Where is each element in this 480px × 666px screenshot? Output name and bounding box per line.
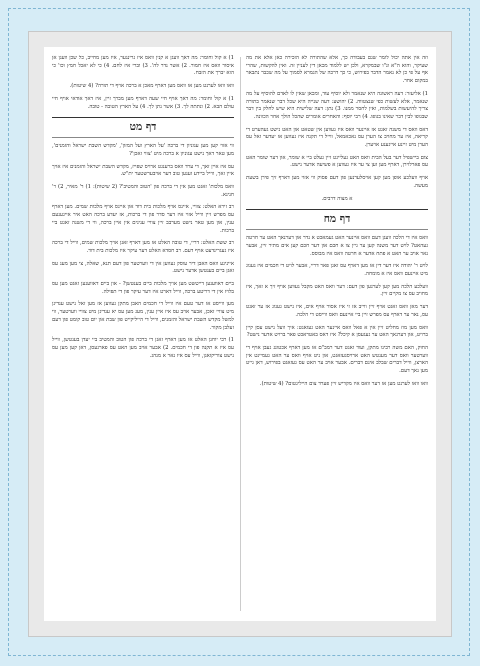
paragraph: דאס וואס די משנה זאגט אז איינער וואס איז געווען אין שטאט און האט נישט געהערט די קריאה, איז ער מחויב צו הערן עס נאכאמאל, ווייל די תקנה איז געווען אז יעדער זאל עס הערן מיט זיינע אייגענע אויערן.	[246, 126, 428, 149]
paragraph: 1) אליעזר: דעה ראשונה היא שנאמר ולא יוסיף עוד, ומכאן שאין לו לאדם להוסיף על מה שנאמר, אלא לעשות כפי שנצטווה. 2) יהושע: דעה שנייה היא שכל דבר שנאמר בתורה צריך להיעשות בשלמות, ואין לחסר ממנו. 3) נתן: דעה שלישית היא שיש לחלק בין דבר שבגופו לבין דבר שאינו בגופו. 4) רבי יוסף: והאחרים אומרים שהכל הולך אחר הכוונה.	[246, 90, 428, 120]
paragraph: דער מאן וואס זאגט אויף זיין ווייב אז זי איז אסור אויף אים, איז נישט גענוג אז ער זאגט עס, נאר ער דארף עס מפרש זיין ביי איינעם וואס ווייסט די הלכה.	[246, 304, 428, 318]
paragraph: 1) א קול וחומר: מה דאך וועגן א קנין וואס איז גרינגער, איז מען מחייב, כל שכן וועגן אן איסור וואס איז חמור. 2) אשר נדר לה'. 3) וברי איז לחם. 4) כי לא יאכל חמץ וכו' כי הוא יברך את הזבח.	[52, 55, 234, 77]
paragraph: מען ווייסט אז דער טעם איז ווייל די חכמים האבן מתקן געווען אז מען זאל נישט ענדיגן מיט צוויי זאכן, אבער אויב עס איז איין ענין, מעג מען עס יא ענדיגן מיט צוויי ווערטער, ווי למשל מקדש השבת ישראל והזמנים, ווייל די הייליקייט פון שבת און יום טוב קומט פון דעם זעלבן מקור.	[52, 301, 234, 331]
right-column	[246, 55, 428, 613]
column-divider	[240, 57, 241, 611]
paragraph: לויט ר' יהודה איז דער דין אז מען דארף עס זאגן פאר דריי, אבער לויט די חכמים איז גענוג מיט איינעם וואס איז א מומחה.	[246, 263, 428, 278]
paragraph: אויף וועלכע אופן מען קען אויסלערנען פון דעם פסוק ווי אזוי מען דארף זיך פירן בשעת מעשה.	[246, 175, 428, 189]
paragraph: עס איז איין זאך, די ערד וואס ברענגט ארויס שפייז, מקדש השבת ישראל והזמנים איז אויך איין זאך, ווייל ביידע זענען טוב דער אויבערשטער ית"ש.	[52, 163, 234, 178]
left-column	[52, 55, 234, 613]
daf-heading: דף מט	[52, 117, 234, 138]
paragraph: רב זירא האלט: צוויי, איינס אויף מלכות בית דוד און איינס אויף מלכות שמים. מען דארף עס מפרש זיין ווייל אזוי איז דער סדר פון די ברכות, אז יעדע ברכה האט איר אייגענעם ענין, און מען טאר נישט מערבב זיין צוויי ענינים אין איין ברכה, ווי די משנה זאגט ביי ברכות.	[52, 204, 234, 234]
paragraph: א מצוה דרבים.	[321, 195, 353, 202]
paragraph: ביים דאווענען דייטשט מען אויך מלכות ביים בענטשן? - און ביים דאווענען זאגט מען עס בלויז אין די דריטע ברכה, ווייל דארט איז דער עיקר פון די תפילה.	[52, 281, 234, 295]
paragraph: אייניגע וואס האבן דיר עוסק געווען אין די ווערטער פון דעם תנא, שאלה, צי מען מעג עס זאגן ביים בענטשן אדער נישט.	[52, 260, 234, 275]
paragraph: וואס מען מוז מחליט זיין אין א פאל וואס איינער האט געזאגט: איך וועל נישט עסן קיין ברויט, און דערנאך האט ער געגעסן א קיכל? איז דאס באטראכט פאר ברויט אדער נישט?	[246, 324, 428, 339]
daf-heading: דף מח	[246, 209, 428, 230]
paragraph: וואס מלכות' זאגט מען אין די ברכה פון 'הטוב והמטיב'? (2 שיטות): 1) ר' מאיר, 2) ר' חנינא.	[52, 184, 234, 198]
paragraph: 1) רבי יוחנן האלט אז מען דארף זאגן די ברכה פון הטוב והמטיב ביי יעדן בענטשן, ווייל עס איז א תקנה פון די חכמים. 2) אבער אויב מען האט עס פארגעסן, דאן קען מען עס נישט צוריקזאגן, ווייל עס איז נאר א מנהג.	[52, 337, 234, 359]
paragraph: וועלכע הלכה מען קען לערנען פון דעם: דער וואס האט מקבל געווען אויף זיך א זאך, איז מחויב עס צו מקיים זיין.	[246, 283, 428, 298]
paragraph: וזה אין אתה יכול לומר שגם בעבודה כך, אלא שהתורה לא הזכירה כאן אלא את מה שעיקר, והוא ה"א ונ"ו שבמקרא, ולכן יש ללמוד מכאן דין לעניין זה. ואין להקשות, שהרי אף על פי כן לא נאמר הדבר בפירוש, כי כך דרכה של הגמרא לסמוך על מה שכבר נתבאר במקום אחר.	[246, 55, 428, 85]
paragraph: רב ששת האלט: דריי, די טובה האלט אז מען דארף זאגן אויך מלכות שמים, ווייל די ברכה איז געגרינדעט אויף דעם. רב חסדא האלט דער עיקר איז מלכות בית דוד.	[52, 240, 234, 254]
paragraph: וואו וואו לערנט מען אז וואס מען דארף מאכן א ברכה אויף די תורה? (4 שיטות).	[69, 83, 234, 90]
document-page	[44, 47, 436, 621]
paragraph: 1) א קול וחומר: מה דאך אויף חיי שעה דארף מען מברך זיין, איז דאך אודאי אויף חיי עולם הבא. 2) ונתתה לך. 3) אשר נתן לך. 4) על הארץ הטובה - טובה.	[52, 95, 234, 110]
paragraph: צום ביישפיל דער בעל הבית וואס האט געלייגט זיין געלט ביי א שומר, און דער שומר האט עס פארלוירן, דארף מען זען צי ער איז געווען א פשיעה אדער נישט.	[246, 154, 428, 169]
paragraph: החוק, האם משה רבינו מתקן, ועוד זאגט דער רמב"ם אז מען דארף אכטונג געבן אויף די ווערטער וואס דער מענטש האט ארויסגעזאגט, און ניט אויף וואס ער האט געמיינט אין הארצן, ווייל דברים שבלב אינם דברים. אבער אויב ער האט עס געזאגט בפירוש, דאן גייט מען נאך דעם.	[246, 344, 428, 375]
paragraph: ווי אזוי קען מען עגוניון די ברכה 'על הארץ ועל המזון', 'מקדש השבת ישראל והזמנים', מען טאר דאך נישט עגוניון א ברכה מיט 'צווי זאכן'?	[52, 143, 234, 157]
paragraph: וואו וואו לערנט מען אז דער וואס איז מקדיש זיין פערד צום הייליגטום? (4 שיטות).	[259, 380, 428, 387]
paragraph: וואס איז די הלכה וועגן דעם וואס איינער האט געמאכט א נדר און דערנאך האט ער חרטה געהאט? לויט דער משנה קען ער גיין צו א חכם און דער חכם קען אים מתיר זיין, אבער נאר אויב ער האט א פתח אדער א חרטה וואס איז מבוסס.	[246, 235, 428, 257]
